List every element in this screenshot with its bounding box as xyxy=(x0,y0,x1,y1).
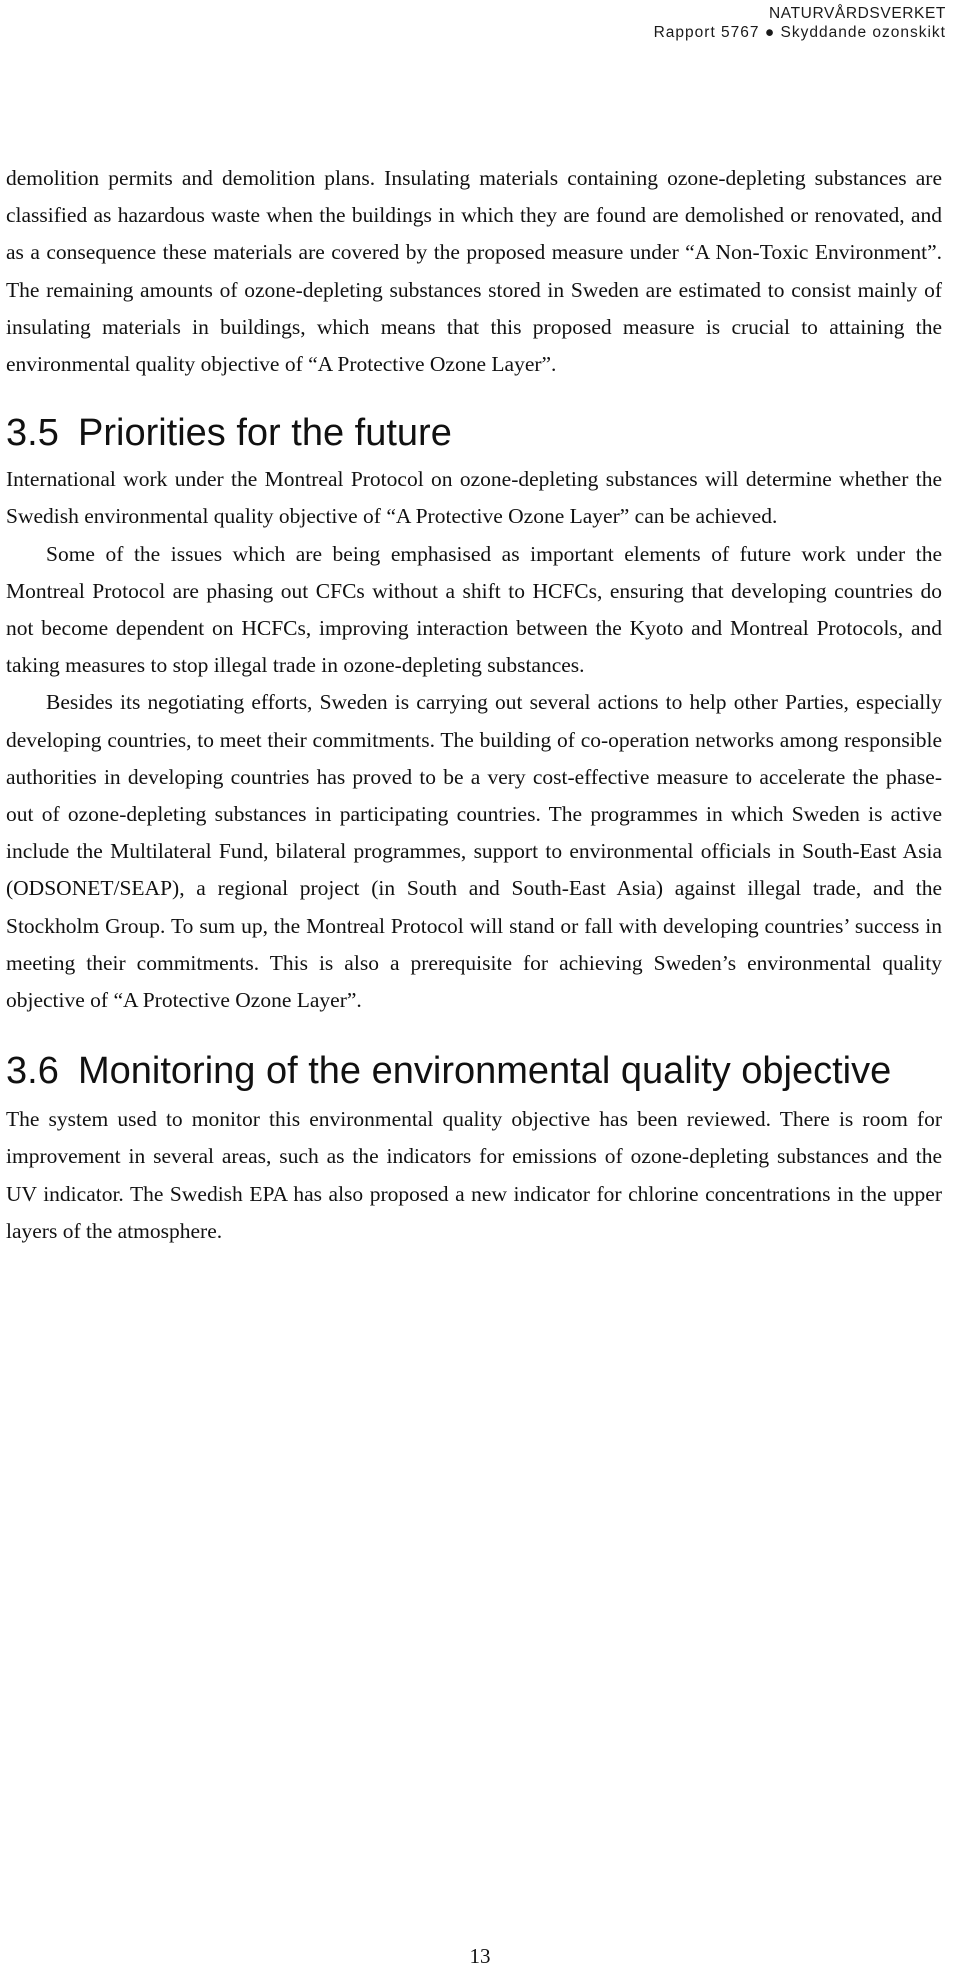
section-heading-3-6 xyxy=(6,1049,942,1093)
header-organization: NATURVÅRDSVERKET xyxy=(769,5,946,22)
section-title: Monitoring of the environmental quality objective xyxy=(78,1050,892,1093)
section-3-6-paragraph-1: The system used to monitor this environmental quality objective has been reviewed. There is room for improvement in several areas, such as the indicators for emissions of ozone-depleting substances and the UV indicator. The Swedish EPA has also proposed a new indicator for chlorine concentrations in the upper layers of the atmosphere. xyxy=(6,1107,942,1243)
section-number: 3.5 xyxy=(6,412,59,455)
running-header xyxy=(654,4,946,42)
section-number: 3.6 xyxy=(6,1050,59,1093)
section-3-5-paragraph-2: Some of the issues which are being emphasised as important elements of future work under the Montreal Protocol are phasing out CFCs without a shift to HCFCs, ensuring that developing countries do not become dependent on HCFCs, improving interaction between the Kyoto and Montreal Protocols, and taking measures to stop illegal trade in ozone-depleting substances. xyxy=(6,541,942,678)
section-3-5-paragraph-1: International work under the Montreal Protocol on ozone-depleting substances will determine whether the Swedish environmental quality objective of “A Protective Ozone Layer” can be achieved. xyxy=(6,467,942,529)
page-number: 13 xyxy=(469,1944,491,1968)
intro-paragraph: demolition permits and demolition plans. Insulating materials containing ozone-depleting substances are classified as hazardous waste when the buildings in which they are found are demolished or renovated, and as a consequence these materials are covered by the proposed measure under “A Non-Toxic Environment”. The remaining amounts of ozone-depleting substances stored in Sweden are estimated to consist mainly of insulating materials in buildings, which means that this proposed measure is crucial to attaining the environmental quality objective of “A Protective Ozone Layer”. xyxy=(6,166,942,377)
header-report-line: Rapport 5767 ● Skyddande ozonskikt xyxy=(653,24,946,41)
page-body xyxy=(6,160,942,1250)
section-3-5-paragraph-3: Besides its negotiating efforts, Sweden is carrying out several actions to help other Parties, especially developing countries, to meet their commitments. The building of co-operation networks among responsible authorities in developing countries has proved to be a very cost-effective measure to accelerate the phase-out of ozone-depleting substances in participating countries. The programmes in which Sweden is active include the Multilateral Fund, bilateral programmes, support to environmental officials in South-East Asia (ODSONET/SEAP), a regional project (in South and South-East Asia) against illegal trade, and the Stockholm Group. To sum up, the Montreal Protocol will stand or fall with developing countries’ success in meeting their commitments. This is also a prerequisite for achieving Sweden’s environmental quality objective of “A Protective Ozone Layer”. xyxy=(6,690,942,1013)
section-title: Priorities for the future xyxy=(78,412,452,455)
section-heading-3-5 xyxy=(6,411,942,455)
